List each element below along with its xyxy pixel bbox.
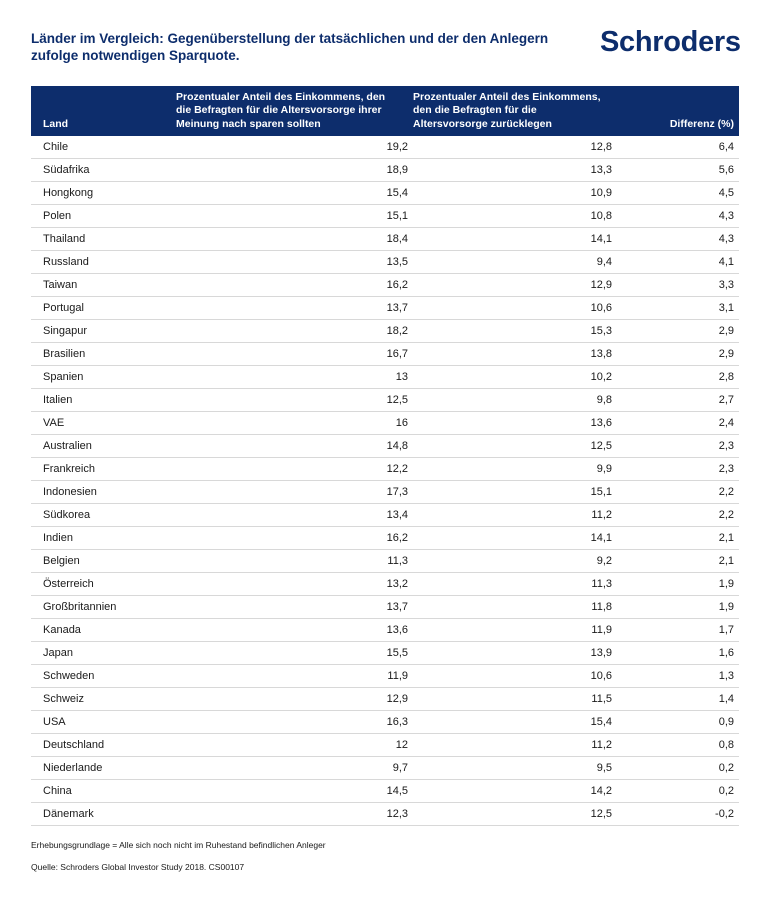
cell-actually-save: 9,4	[596, 256, 612, 268]
cell-should-save: 16,2	[386, 532, 408, 544]
schroders-logo: Schroders	[600, 26, 741, 58]
cell-should-save: 12	[395, 739, 408, 751]
footnote-basis: Erhebungsgrundlage = Alle sich noch nicht im Ruhestand befindlichen Anleger	[31, 840, 326, 850]
cell-land: Chile	[43, 141, 69, 153]
cell-difference: 2,4	[718, 417, 734, 429]
cell-actually-save: 11,8	[591, 601, 612, 613]
cell-difference: 3,1	[718, 302, 734, 314]
cell-should-save: 15,4	[386, 187, 408, 199]
cell-actually-save: 12,5	[590, 440, 612, 452]
cell-actually-save: 11,9	[591, 624, 612, 636]
cell-difference: 4,3	[718, 210, 734, 222]
table-row	[31, 389, 739, 412]
table-row	[31, 780, 739, 803]
cell-should-save: 15,1	[386, 210, 408, 222]
cell-actually-save: 9,2	[596, 555, 612, 567]
cell-should-save: 12,5	[386, 394, 408, 406]
comparison-table	[31, 86, 739, 826]
cell-difference: 2,1	[718, 532, 734, 544]
table-row	[31, 527, 739, 550]
cell-actually-save: 14,1	[590, 532, 612, 544]
cell-difference: 0,2	[718, 762, 734, 774]
cell-difference: 4,3	[718, 233, 734, 245]
table-row	[31, 596, 739, 619]
cell-difference: 2,2	[718, 509, 734, 521]
cell-difference: 0,9	[718, 716, 734, 728]
table-row	[31, 734, 739, 757]
cell-actually-save: 15,4	[590, 716, 612, 728]
cell-difference: 2,3	[718, 463, 734, 475]
cell-difference: 1,9	[718, 601, 734, 613]
cell-land: USA	[43, 716, 66, 728]
cell-land: Indonesien	[43, 486, 97, 498]
cell-land: Kanada	[43, 624, 81, 636]
table-body	[31, 136, 739, 826]
table-row	[31, 251, 739, 274]
cell-land: Thailand	[43, 233, 86, 245]
cell-land: Dänemark	[43, 808, 94, 820]
table-row	[31, 757, 739, 780]
table-row	[31, 182, 739, 205]
cell-land: VAE	[43, 417, 65, 429]
cell-difference: 3,3	[718, 279, 734, 291]
table-row	[31, 205, 739, 228]
cell-should-save: 13,7	[386, 601, 408, 613]
table-row	[31, 320, 739, 343]
cell-land: Taiwan	[43, 279, 78, 291]
cell-actually-save: 9,5	[596, 762, 612, 774]
cell-difference: 1,7	[718, 624, 734, 636]
cell-difference: -0,2	[715, 808, 734, 820]
table-row	[31, 343, 739, 366]
cell-should-save: 16	[395, 417, 408, 429]
cell-actually-save: 11,3	[591, 578, 612, 590]
cell-difference: 4,5	[718, 187, 734, 199]
cell-land: Österreich	[43, 578, 94, 590]
cell-land: Belgien	[43, 555, 80, 567]
cell-should-save: 14,5	[386, 785, 408, 797]
table-row	[31, 159, 739, 182]
cell-actually-save: 11,5	[591, 693, 612, 705]
table-row	[31, 481, 739, 504]
cell-should-save: 13,7	[386, 302, 408, 314]
cell-should-save: 18,9	[386, 164, 408, 176]
cell-should-save: 19,2	[386, 141, 408, 153]
cell-difference: 2,8	[718, 371, 734, 383]
cell-land: Portugal	[43, 302, 84, 314]
cell-should-save: 16,2	[386, 279, 408, 291]
cell-land: Schweden	[43, 670, 95, 682]
cell-land: Hongkong	[43, 187, 94, 199]
cell-difference: 2,3	[718, 440, 734, 452]
header-actually-save: Prozentualer Anteil des Einkommens, den die Befragten für die Altersvorsorge zurücklegen	[413, 91, 601, 130]
cell-should-save: 13,4	[386, 509, 408, 521]
cell-difference: 2,9	[718, 325, 734, 337]
cell-actually-save: 14,2	[590, 785, 612, 797]
table-row	[31, 711, 739, 734]
cell-should-save: 12,3	[386, 808, 408, 820]
cell-actually-save: 12,8	[590, 141, 612, 153]
table-row	[31, 274, 739, 297]
cell-actually-save: 12,5	[590, 808, 612, 820]
cell-actually-save: 11,2	[591, 739, 612, 751]
cell-difference: 5,6	[718, 164, 734, 176]
cell-actually-save: 10,8	[590, 210, 612, 222]
cell-difference: 2,2	[718, 486, 734, 498]
cell-land: China	[43, 785, 72, 797]
cell-difference: 0,8	[718, 739, 734, 751]
cell-should-save: 16,7	[386, 348, 408, 360]
cell-difference: 6,4	[718, 141, 734, 153]
cell-land: Schweiz	[43, 693, 84, 705]
footnote-source: Quelle: Schroders Global Investor Study 2018. CS00107	[31, 862, 245, 872]
table-row	[31, 228, 739, 251]
table-row	[31, 803, 739, 826]
cell-actually-save: 11,2	[591, 509, 612, 521]
cell-actually-save: 12,9	[590, 279, 612, 291]
cell-land: Indien	[43, 532, 73, 544]
table-row	[31, 573, 739, 596]
cell-difference: 1,9	[718, 578, 734, 590]
cell-actually-save: 13,9	[590, 647, 612, 659]
table-row	[31, 136, 739, 159]
cell-should-save: 16,3	[386, 716, 408, 728]
table-row	[31, 435, 739, 458]
cell-difference: 0,2	[718, 785, 734, 797]
cell-actually-save: 15,3	[590, 325, 612, 337]
table-row	[31, 665, 739, 688]
table-row	[31, 688, 739, 711]
cell-should-save: 12,9	[386, 693, 408, 705]
cell-land: Niederlande	[43, 762, 103, 774]
cell-difference: 2,9	[718, 348, 734, 360]
cell-actually-save: 13,6	[590, 417, 612, 429]
cell-land: Deutschland	[43, 739, 105, 751]
cell-actually-save: 10,6	[590, 302, 612, 314]
cell-should-save: 15,5	[386, 647, 408, 659]
cell-should-save: 11,3	[387, 555, 408, 567]
cell-land: Russland	[43, 256, 89, 268]
table-row	[31, 297, 739, 320]
page-title: Länder im Vergleich: Gegenüberstellung der tatsächlichen und der den Anlegern zufolge notwendigen Sparquote.	[31, 31, 549, 63]
table-row	[31, 504, 739, 527]
cell-land: Brasilien	[43, 348, 86, 360]
table-row	[31, 412, 739, 435]
table-row	[31, 619, 739, 642]
cell-difference: 1,6	[718, 647, 734, 659]
cell-difference: 1,3	[718, 670, 734, 682]
table-row	[31, 458, 739, 481]
cell-should-save: 13,2	[386, 578, 408, 590]
cell-should-save: 12,2	[386, 463, 408, 475]
cell-difference: 2,1	[718, 555, 734, 567]
cell-should-save: 11,9	[387, 670, 408, 682]
table-row	[31, 366, 739, 389]
cell-difference: 4,1	[718, 256, 734, 268]
cell-land: Südkorea	[43, 509, 91, 521]
cell-actually-save: 10,6	[590, 670, 612, 682]
cell-land: Südafrika	[43, 164, 90, 176]
cell-land: Japan	[43, 647, 73, 659]
cell-difference: 1,4	[718, 693, 734, 705]
cell-should-save: 18,4	[386, 233, 408, 245]
table-header	[31, 86, 739, 136]
cell-should-save: 17,3	[386, 486, 408, 498]
cell-actually-save: 10,2	[590, 371, 612, 383]
cell-actually-save: 14,1	[590, 233, 612, 245]
cell-should-save: 13	[395, 371, 408, 383]
cell-actually-save: 9,9	[596, 463, 612, 475]
cell-land: Frankreich	[43, 463, 95, 475]
cell-land: Italien	[43, 394, 73, 406]
cell-should-save: 9,7	[392, 762, 408, 774]
cell-actually-save: 13,3	[590, 164, 612, 176]
table-row	[31, 550, 739, 573]
cell-land: Singapur	[43, 325, 88, 337]
cell-actually-save: 15,1	[590, 486, 612, 498]
cell-should-save: 18,2	[386, 325, 408, 337]
cell-land: Großbritannien	[43, 601, 117, 613]
header-land: Land	[43, 117, 69, 130]
cell-should-save: 14,8	[386, 440, 408, 452]
cell-land: Polen	[43, 210, 72, 222]
cell-land: Australien	[43, 440, 92, 452]
table-row	[31, 642, 739, 665]
header-difference: Differenz (%)	[669, 117, 734, 130]
cell-actually-save: 10,9	[590, 187, 612, 199]
cell-should-save: 13,6	[386, 624, 408, 636]
cell-difference: 2,7	[718, 394, 734, 406]
cell-land: Spanien	[43, 371, 84, 383]
cell-should-save: 13,5	[386, 256, 408, 268]
cell-actually-save: 9,8	[596, 394, 612, 406]
cell-actually-save: 13,8	[590, 348, 612, 360]
header-should-save: Prozentualer Anteil des Einkommens, den die Befragten für die Altersvorsorge ihrer Meinung nach sparen sollten	[176, 91, 386, 130]
